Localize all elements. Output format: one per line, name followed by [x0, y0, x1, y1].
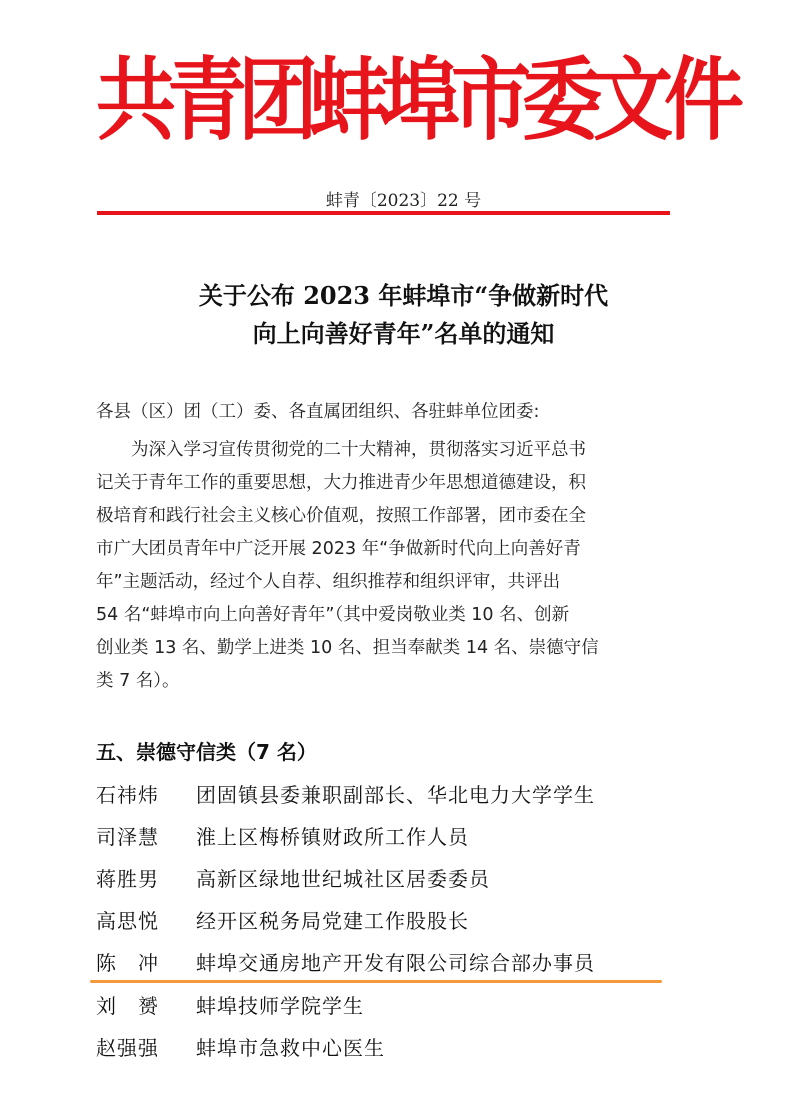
highlight-underline — [90, 980, 662, 983]
list-item — [96, 901, 469, 941]
person-name: 赵强强 — [96, 1036, 159, 1060]
notice-title-line-2: 向上向善好青年”名单的通知 — [252, 319, 555, 348]
person-role: 经开区税务局党建工作股股长 — [196, 909, 469, 933]
list-item — [96, 943, 595, 983]
masthead-title: 共青团蚌埠市委文件 — [96, 48, 735, 153]
person-name: 刘 赟 — [96, 994, 159, 1018]
person-name: 蒋胜男 — [96, 867, 159, 891]
person-role: 蚌埠交通房地产开发有限公司综合部办事员 — [196, 951, 595, 975]
person-role: 蚌埠市急救中心医生 — [196, 1036, 385, 1060]
person-name: 石祎炜 — [96, 783, 159, 807]
list-item — [96, 1028, 385, 1068]
list-item — [96, 775, 595, 815]
person-name: 陈 冲 — [96, 951, 159, 975]
body-line: 类 7 名）。 — [96, 671, 180, 691]
person-role: 团固镇县委兼职副部长、华北电力大学学生 — [196, 783, 595, 807]
body-line: 创业类 13 名、勤学上进类 10 名、担当奉献类 14 名、崇德守信 — [96, 638, 599, 658]
section-heading: 五、崇德守信类（7 名） — [96, 740, 317, 764]
body-line: 年”主题活动，经过个人自荐、组织推荐和组织评审，共评出 — [96, 572, 561, 592]
person-name: 司泽慧 — [96, 825, 159, 849]
person-role: 淮上区梅桥镇财政所工作人员 — [196, 825, 469, 849]
person-role: 蚌埠技师学院学生 — [196, 994, 364, 1018]
body-line: 极培育和践行社会主义核心价值观，按照工作部署，团市委在全 — [96, 506, 586, 526]
body-line: 为深入学习宣传贯彻党的二十大精神，贯彻落实习近平总书 — [96, 440, 586, 460]
document-number: 蚌青〔2023〕22 号 — [325, 191, 482, 211]
person-role: 高新区绿地世纪城社区居委委员 — [196, 867, 490, 891]
addressee: 各县（区）团（工）委、各直属团组织、各驻蚌单位团委: — [96, 402, 540, 422]
list-item — [96, 986, 364, 1026]
body-line: 记关于青年工作的重要思想，大力推进青少年思想道德建设，积 — [96, 473, 586, 493]
body-line: 54 名“蚌埠市向上向善好青年”（其中爱岗敬业类 10 名、创新 — [96, 605, 570, 625]
list-item — [96, 817, 469, 857]
notice-title-line-1: 关于公布 2023 年蚌埠市“争做新时代 — [198, 281, 609, 310]
person-name: 高思悦 — [96, 909, 159, 933]
body-line: 市广大团员青年中广泛开展 2023 年“争做新时代向上向善好青 — [96, 539, 581, 559]
list-item — [96, 859, 490, 899]
red-divider-line — [97, 211, 670, 215]
